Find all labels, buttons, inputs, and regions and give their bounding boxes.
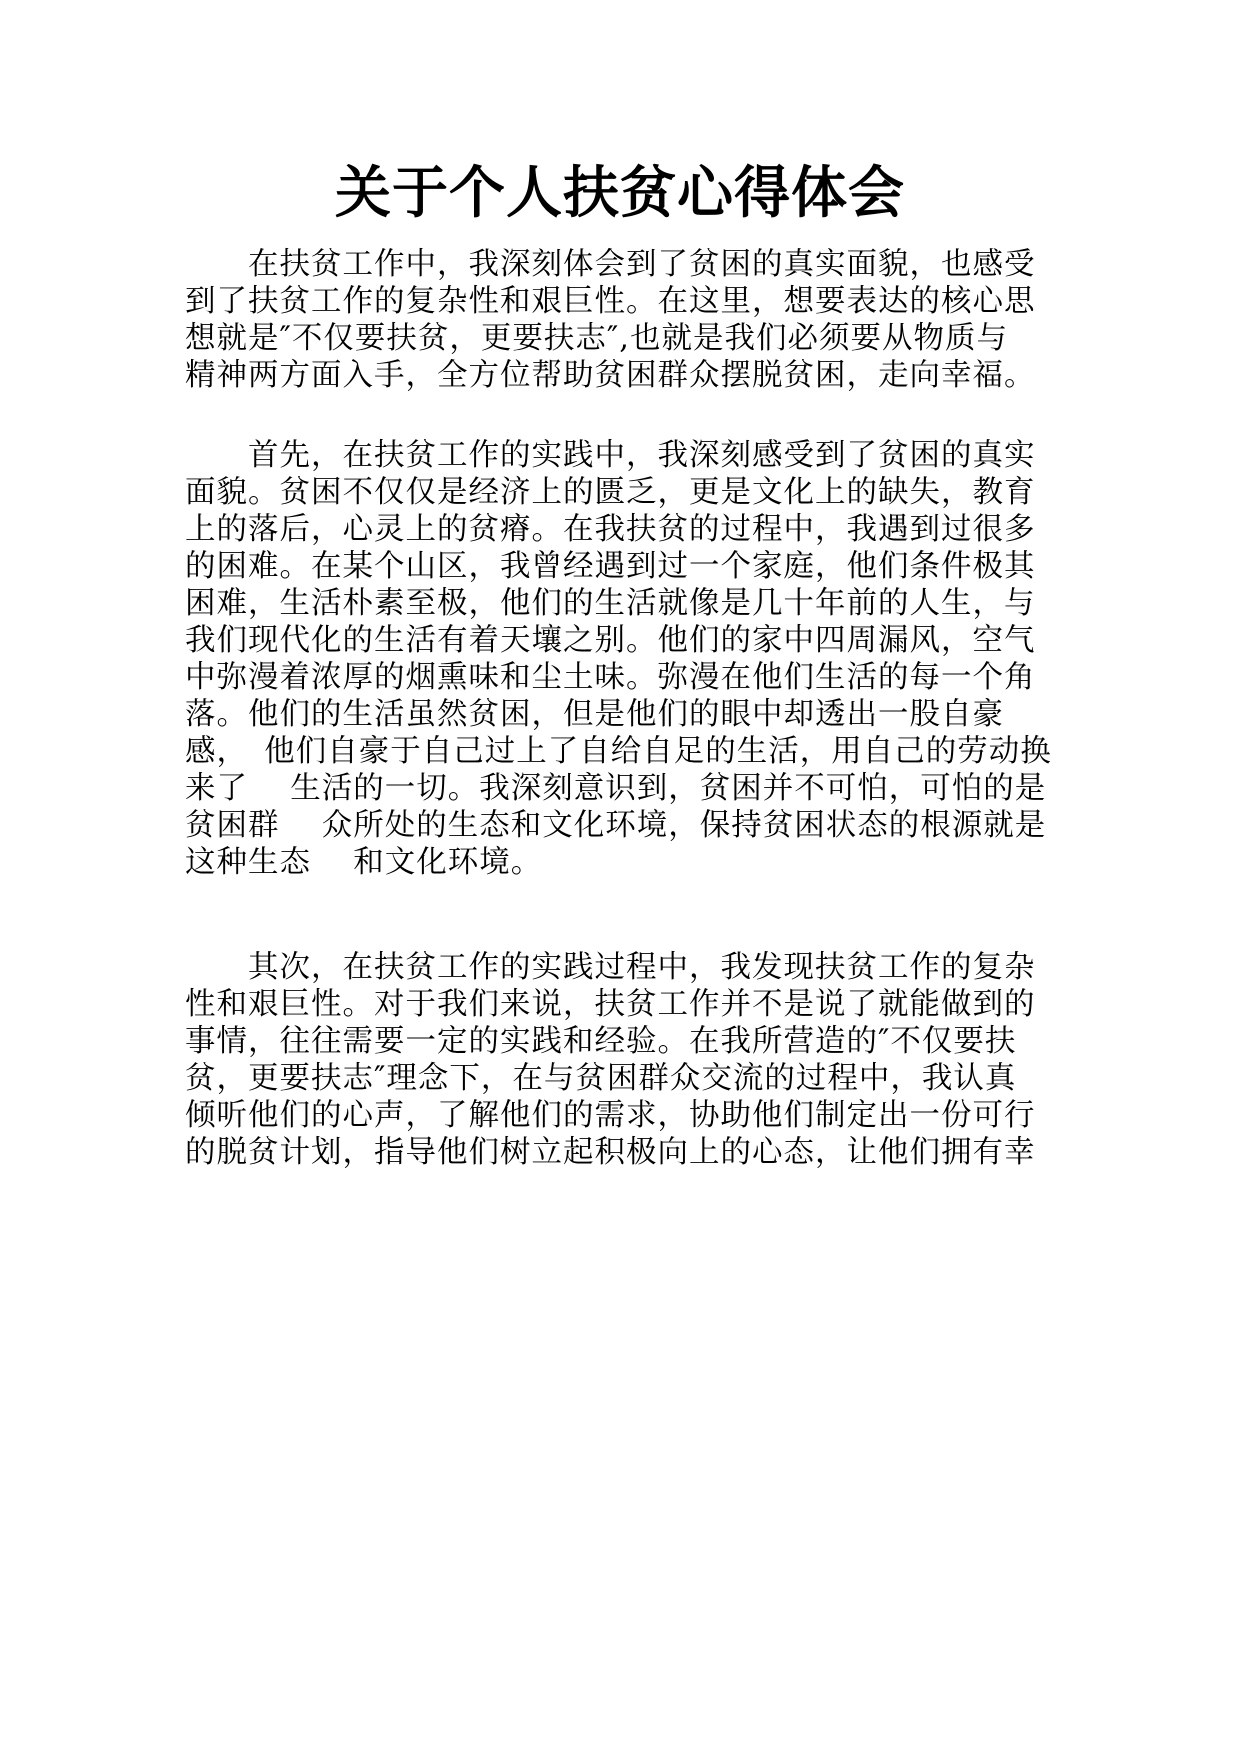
- paragraph-line: 的困难。在某个山区，我曾经遇到过一个家庭，他们条件极其: [185, 549, 1036, 584]
- paragraph-line: 的脱贫计划，指导他们树立起积极向上的心态，让他们拥有幸: [185, 1135, 1036, 1170]
- paragraph-3: [185, 949, 1036, 1171]
- paragraph-line: 我们现代化的生活有着天壤之别。他们的家中四周漏风，空气: [185, 623, 1036, 658]
- paragraph-line: 中弥漫着浓厚的烟熏味和尘土味。弥漫在他们生活的每一个角: [185, 660, 1036, 695]
- paragraph-line: 首先，在扶贫工作的实践中，我深刻感受到了贫困的真实: [185, 438, 1036, 473]
- document-title: 关于个人扶贫心得体会: [335, 160, 905, 226]
- paragraph-line: 这种生态 和文化环境。: [185, 845, 543, 880]
- paragraph-line: 贫困群 众所处的生态和文化环境，保持贫困状态的根源就是: [185, 808, 1047, 843]
- paragraph-line: 事情，往往需要一定的实践和经验。在我所营造的″不仅要扶: [185, 1024, 1017, 1059]
- paragraph-line: 在扶贫工作中，我深刻体会到了贫困的真实面貌，也感受: [185, 247, 1036, 282]
- paragraph-2: [185, 437, 1052, 881]
- paragraph-line: 感， 他们自豪于自己过上了自给自足的生活，用自己的劳动换: [185, 734, 1052, 769]
- paragraph-line: 贫，更要扶志″理念下，在与贫困群众交流的过程中，我认真: [185, 1061, 1017, 1096]
- paragraph-line: 面貌。贫困不仅仅是经济上的匮乏，更是文化上的缺失，教育: [185, 475, 1036, 510]
- paragraph-line: 其次，在扶贫工作的实践过程中，我发现扶贫工作的复杂: [185, 950, 1036, 985]
- paragraph-line: 到了扶贫工作的复杂性和艰巨性。在这里，想要表达的核心思: [185, 284, 1036, 319]
- paragraph-line: 倾听他们的心声，了解他们的需求，协助他们制定出一份可行: [185, 1098, 1036, 1133]
- paragraph-line: 来了 生活的一切。我深刻意识到，贫困并不可怕，可怕的是: [185, 771, 1047, 806]
- paragraph-line: 想就是″不仅要扶贫，更要扶志″,也就是我们必须要从物质与: [185, 321, 1008, 356]
- paragraph-line: 上的落后，心灵上的贫瘠。在我扶贫的过程中，我遇到过很多: [185, 512, 1036, 547]
- paragraph-line: 性和艰巨性。对于我们来说，扶贫工作并不是说了就能做到的: [185, 987, 1036, 1022]
- paragraph-1: [185, 246, 1036, 394]
- paragraph-line: 落。他们的生活虽然贫困，但是他们的眼中却透出一股自豪: [185, 697, 1004, 732]
- paragraph-line: 精神两方面入手，全方位帮助贫困群众摆脱贫困，走向幸福。: [185, 358, 1036, 393]
- paragraph-line: 困难，生活朴素至极，他们的生活就像是几十年前的人生，与: [185, 586, 1036, 621]
